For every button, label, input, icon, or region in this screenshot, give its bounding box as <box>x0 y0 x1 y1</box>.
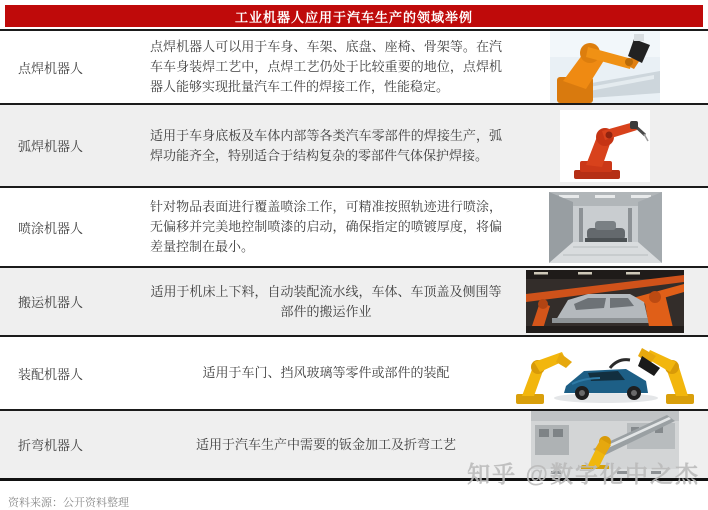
row-description: 适用于汽车生产中需要的钣金加工及折弯工艺 <box>195 436 456 452</box>
table-title: 工业机器人应用于汽车生产的领域举例 <box>234 9 473 25</box>
row-description: 适用于车门、挡风玻璃等零件或部件的装配 <box>202 365 450 380</box>
row-description: 点焊机器人可以用于车身、车架、底盘、座椅、骨架等。在汽车车身装焊工艺中，点焊工艺仍处于比较重要的地位，点焊机器人能够实现批量汽车工件的焊接工作，性能稳定。 <box>150 39 502 94</box>
row-photo-cell <box>502 188 708 266</box>
table-row <box>0 105 708 188</box>
row-label: 喷涂机器人 <box>18 220 84 236</box>
row-description: 适用于车身底板及车体内部等各类汽车零部件的焊接生产，弧焊功能齐全，特别适合于结构复杂的零部件气体保护焊接。 <box>150 127 502 163</box>
row-label: 点焊机器人 <box>18 60 84 76</box>
table-row <box>0 31 708 105</box>
row-description-cell <box>150 337 502 409</box>
robot-application-table <box>0 29 708 481</box>
table-row <box>0 268 708 337</box>
paint-shop-photo <box>549 192 662 263</box>
row-description: 针对物品表面进行覆盖喷涂工作，可精准按照轨迹进行喷涂，无偏移并完美地控制喷漆的启动，确保指定的喷镀厚度，将偏差量控制在最小。 <box>150 199 502 254</box>
table-row <box>0 188 708 268</box>
row-label: 搬运机器人 <box>18 295 84 310</box>
row-description-cell <box>150 105 502 186</box>
row-photo-cell <box>502 337 708 409</box>
assembly-robots-photo <box>514 340 696 407</box>
row-description-cell <box>150 188 502 266</box>
row-label: 折弯机器人 <box>18 438 84 453</box>
row-label: 装配机器人 <box>18 366 84 382</box>
arc-welding-robot-photo <box>560 110 650 182</box>
source-caption: 资料来源：公开资料整理 <box>8 497 129 509</box>
row-description-cell <box>150 411 502 478</box>
zhihu-watermark: 知乎 @数字化中之杰 <box>467 461 700 487</box>
row-label: 弧焊机器人 <box>18 139 84 154</box>
table-title-bar <box>5 5 703 27</box>
row-photo-cell <box>502 268 708 335</box>
row-photo-cell <box>502 105 708 186</box>
row-description-cell <box>150 31 502 103</box>
spot-welding-robot-photo <box>550 31 660 103</box>
row-description: 适用于机床上下料，自动装配流水线，车体、车顶盖及侧围等部件的搬运作业 <box>150 283 502 319</box>
row-photo-cell <box>502 31 708 103</box>
row-description-cell <box>150 268 502 335</box>
table-row <box>0 337 708 411</box>
handling-robots-photo <box>526 270 684 333</box>
